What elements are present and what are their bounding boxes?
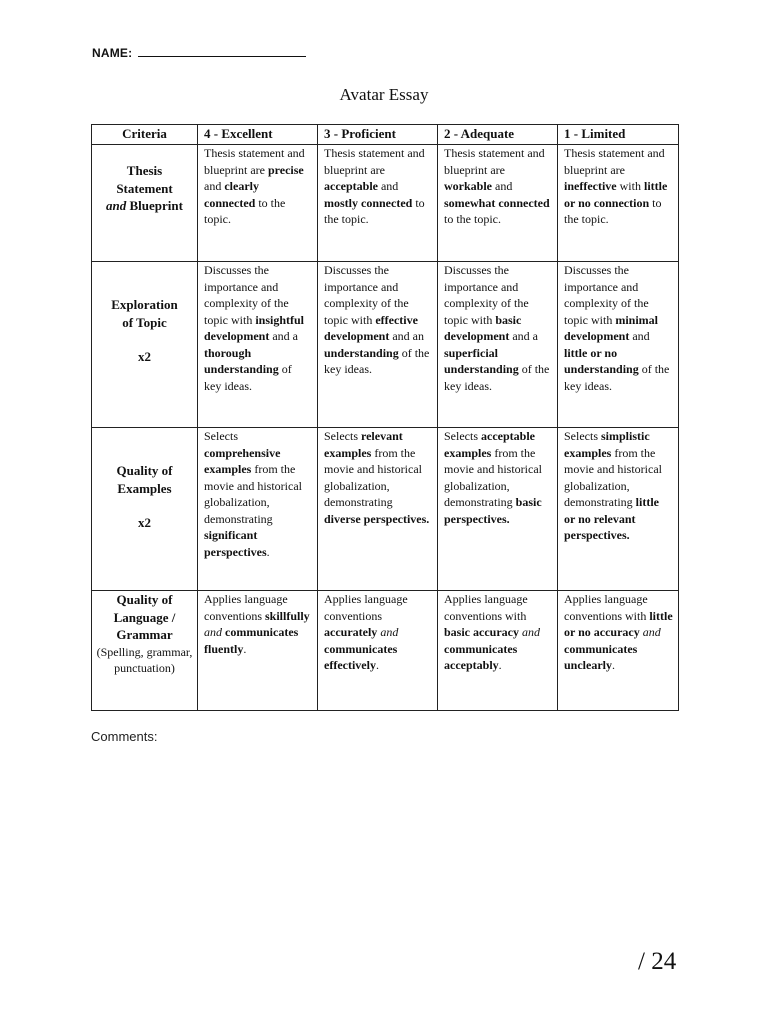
rubric-header-row bbox=[92, 125, 679, 145]
rubric-row-exploration bbox=[92, 262, 679, 428]
column-header-limited: 1 - Limited bbox=[558, 125, 679, 145]
criterion-cell bbox=[92, 145, 198, 262]
column-header-proficient: 3 - Proficient bbox=[318, 125, 438, 145]
criterion-name: Quality of Language / Grammar bbox=[113, 592, 176, 642]
criterion-multiplier: x2 bbox=[138, 349, 151, 364]
comments-label: Comments: bbox=[91, 729, 158, 744]
column-header-excellent: 4 - Excellent bbox=[198, 125, 318, 145]
level-1-cell: Applies language conventions with little or no accuracy and communicates unclearly. bbox=[558, 591, 679, 711]
name-blank-line[interactable] bbox=[138, 47, 306, 57]
level-2-cell: Selects acceptable examples from the movie and historical globalization, demonstrating basic perspectives. bbox=[438, 428, 558, 591]
level-2-cell: Applies language conventions with basic accuracy and communicates acceptably. bbox=[438, 591, 558, 711]
total-score-label: / 24 bbox=[638, 948, 677, 975]
level-1-cell: Thesis statement and blueprint are ineffective with little or no connection to the topic. bbox=[558, 145, 679, 262]
name-field-row bbox=[92, 46, 306, 60]
level-1-cell: Discusses the importance and complexity of the topic with minimal development and little or no understanding of the key ideas. bbox=[558, 262, 679, 428]
level-3-cell: Discusses the importance and complexity of the topic with effective development and an understanding of the key ideas. bbox=[318, 262, 438, 428]
level-4-cell: Discusses the importance and complexity of the topic with insightful development and a thorough understanding of key ideas. bbox=[198, 262, 318, 428]
column-header-criteria: Criteria bbox=[92, 125, 198, 145]
rubric-row-examples bbox=[92, 428, 679, 591]
level-2-cell: Thesis statement and blueprint are workable and somewhat connected to the topic. bbox=[438, 145, 558, 262]
criterion-cell bbox=[92, 262, 198, 428]
level-2-cell: Discusses the importance and complexity of the topic with basic development and a superficial understanding of the key ideas. bbox=[438, 262, 558, 428]
level-4-cell: Thesis statement and blueprint are precise and clearly connected to the topic. bbox=[198, 145, 318, 262]
criterion-name: Thesis Statement and Blueprint bbox=[106, 163, 183, 213]
level-4-cell: Applies language conventions skillfully and communicates fluently. bbox=[198, 591, 318, 711]
criterion-note: (Spelling, grammar, punctuation) bbox=[96, 644, 193, 675]
level-3-cell: Applies language conventions accurately and communicates effectively. bbox=[318, 591, 438, 711]
rubric-row-language bbox=[92, 591, 679, 711]
page-title: Avatar Essay bbox=[339, 85, 429, 104]
criterion-cell bbox=[92, 591, 198, 711]
rubric-row-thesis bbox=[92, 145, 679, 262]
level-3-cell: Selects relevant examples from the movie and historical globalization, demonstrating diverse perspectives. bbox=[318, 428, 438, 591]
column-header-adequate: 2 - Adequate bbox=[438, 125, 558, 145]
level-3-cell: Thesis statement and blueprint are acceptable and mostly connected to the topic. bbox=[318, 145, 438, 262]
level-1-cell: Selects simplistic examples from the movie and historical globalization, demonstrating little or no relevant perspectives. bbox=[558, 428, 679, 591]
criterion-name: Exploration of Topic bbox=[111, 297, 178, 330]
rubric-table bbox=[91, 124, 679, 711]
criterion-cell bbox=[92, 428, 198, 591]
level-4-cell: Selects comprehensive examples from the movie and historical globalization, demonstrating significant perspectives. bbox=[198, 428, 318, 591]
criterion-name: Quality of Examples bbox=[116, 463, 173, 496]
criterion-multiplier: x2 bbox=[138, 515, 151, 530]
name-label: NAME: bbox=[92, 46, 133, 60]
